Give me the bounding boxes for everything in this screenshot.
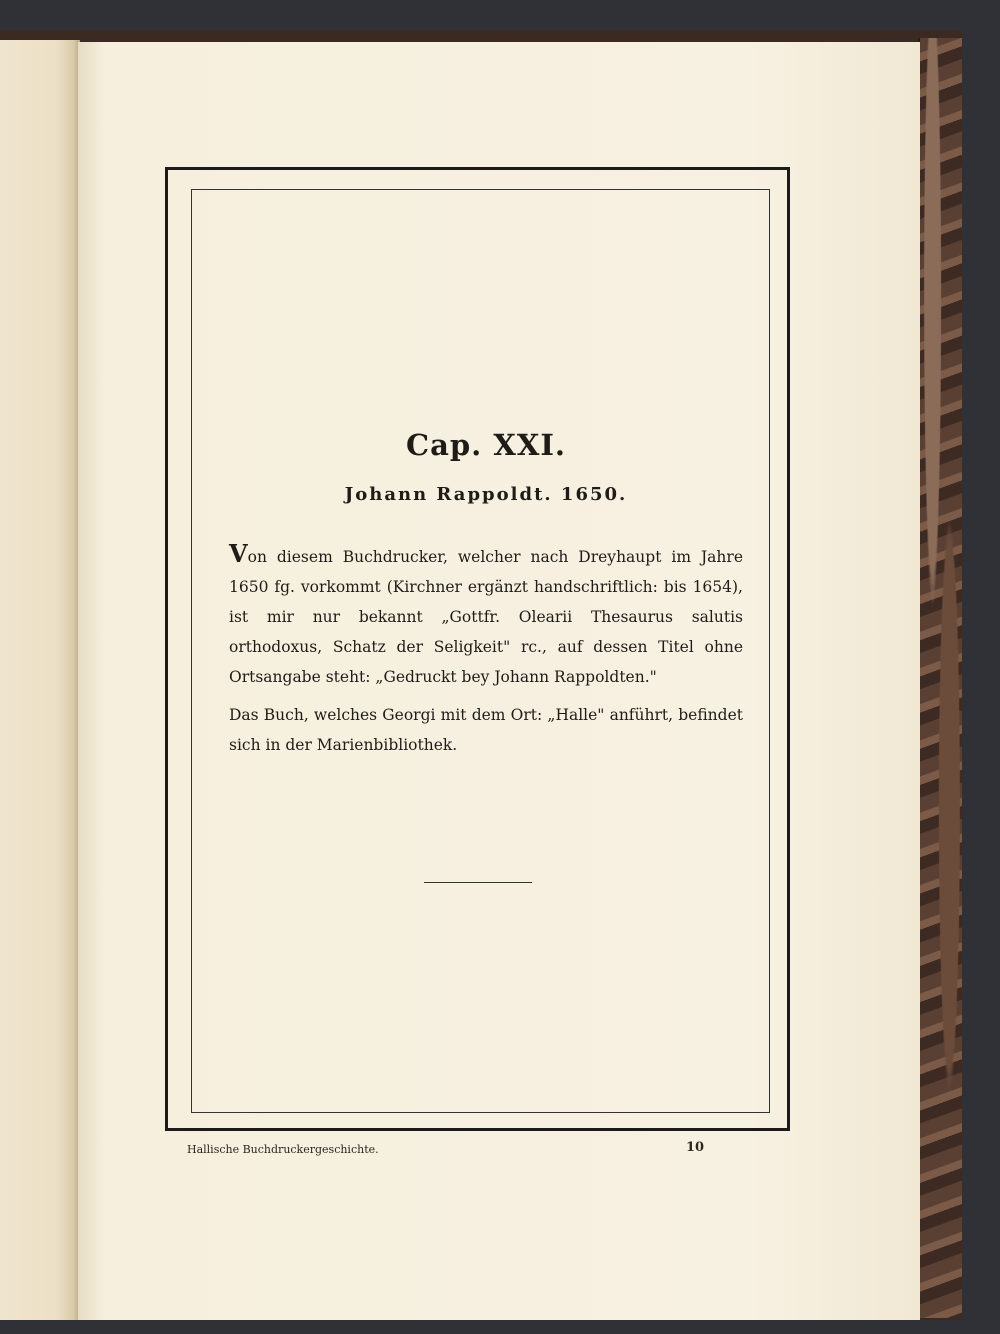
page-number: 10 <box>686 1140 705 1155</box>
paragraph-1-text: on diesem Buchdrucker, welcher nach Dreyhaupt im Jahre 1650 fg. vorkommt (Kirchner ergänzt handschriftlich: bis 1654), ist mir nur bekannt „Gottfr. Olearii Thesaurus salutis orthodoxus, Schatz der Seligkeit" rc., auf dessen Titel ohne Ortsangabe steht: „Gedruckt bey Johann Rappoldten." <box>229 548 743 686</box>
chapter-subtitle: Johann Rappoldt. 1650. <box>344 484 628 505</box>
paragraph-2: Das Buch, welches Georgi mit dem Ort: „Halle" anführt, befindet sich in der Marienbibliothek. <box>229 706 743 754</box>
running-footer-title: Hallische Buchdruckergeschichte. <box>187 1143 379 1156</box>
paragraph-1 <box>229 539 743 692</box>
section-divider <box>424 882 532 883</box>
drop-cap: V <box>229 539 248 568</box>
chapter-heading: Cap. XXI. <box>405 428 566 462</box>
page-content <box>229 428 743 760</box>
marbled-book-edge <box>918 38 962 1318</box>
left-page <box>0 40 80 1320</box>
